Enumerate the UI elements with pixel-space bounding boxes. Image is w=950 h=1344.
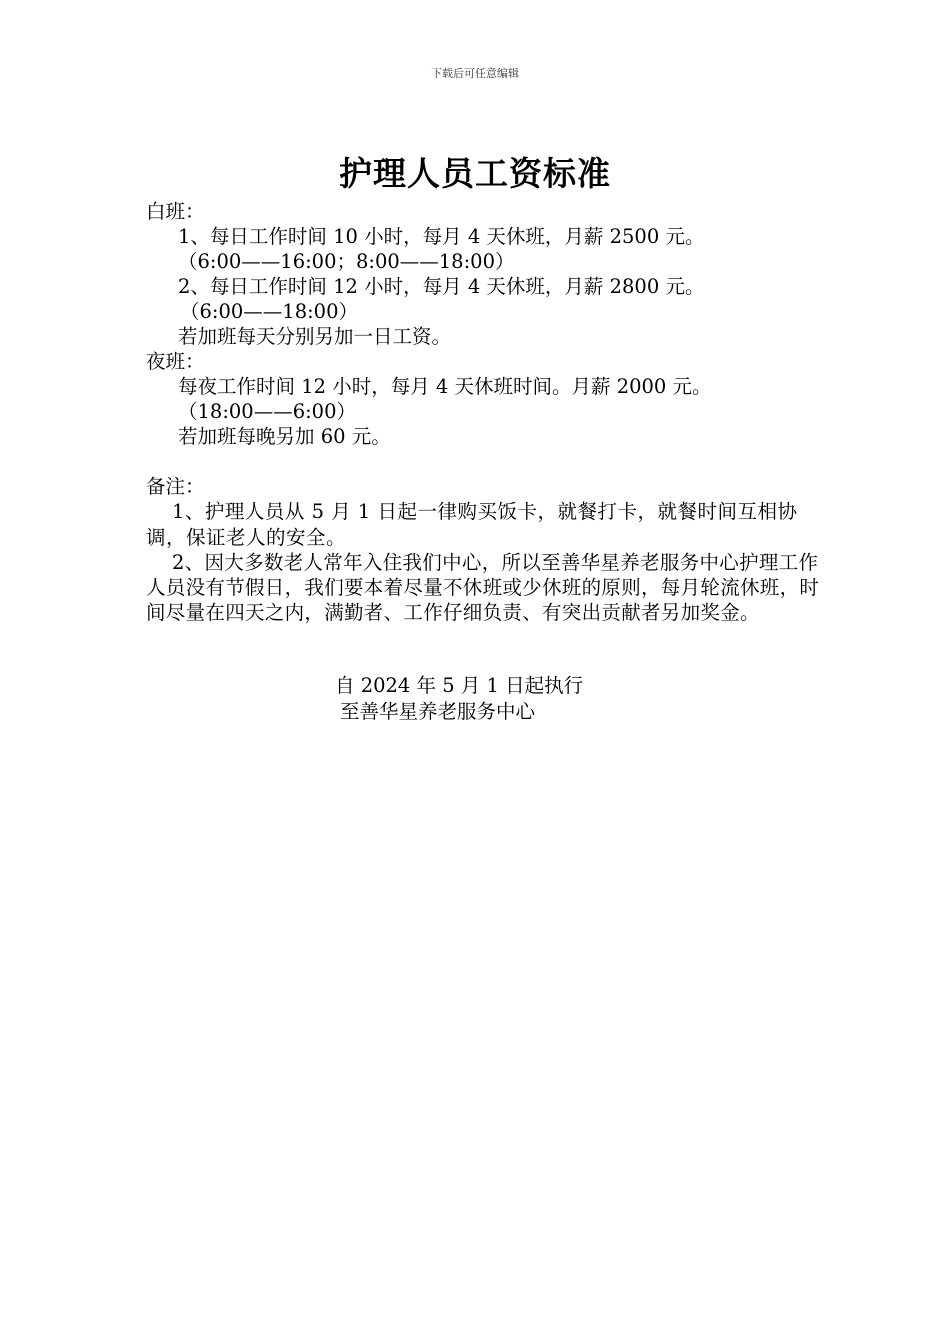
day-shift-item-2: 2、每日工作时间 12 小时，每月 4 天休班，月薪 2800 元。 xyxy=(178,275,705,298)
header-note: 下载后可任意编辑 xyxy=(431,67,519,80)
night-shift-heading: 夜班： xyxy=(146,350,205,373)
organization-name: 至善华星养老服务中心 xyxy=(340,700,536,723)
page-title: 护理人员工资标准 xyxy=(339,154,611,193)
effective-date: 自 2024 年 5 月 1 日起执行 xyxy=(335,674,584,697)
night-shift-item: 每夜工作时间 12 小时，每月 4 天休班时间。月薪 2000 元。 xyxy=(178,375,712,398)
day-shift-item-2-hours: （6:00——18:00） xyxy=(180,300,358,323)
night-shift-overtime: 若加班每晚另加 60 元。 xyxy=(178,425,391,448)
day-shift-item-1: 1、每日工作时间 10 小时，每月 4 天休班，月薪 2500 元。 xyxy=(178,225,705,248)
note-1: 1、护理人员从 5 月 1 日起一律购买饭卡，就餐打卡，就餐时间互相协调，保证老人的安全。 xyxy=(146,500,798,549)
notes-heading: 备注： xyxy=(146,475,205,498)
day-shift-heading: 白班： xyxy=(146,200,205,223)
night-shift-hours: （18:00——6:00） xyxy=(178,400,356,423)
day-shift-overtime: 若加班每天分别另加一日工资。 xyxy=(178,325,452,348)
day-shift-item-1-hours: （6:00——16:00；8:00——18:00） xyxy=(178,250,515,273)
blank-line xyxy=(146,449,826,474)
note-2: 2、因大多数老人常年入住我们中心，所以至善华星养老服务中心护理工作人员没有节假日，我们要本着尽量不休班或少休班的原则，每月轮流休班，时间尽量在四天之内，满勤者、工作仔细负责、有突出贡献者另加奖金。 xyxy=(146,551,820,624)
document-body xyxy=(146,199,826,625)
